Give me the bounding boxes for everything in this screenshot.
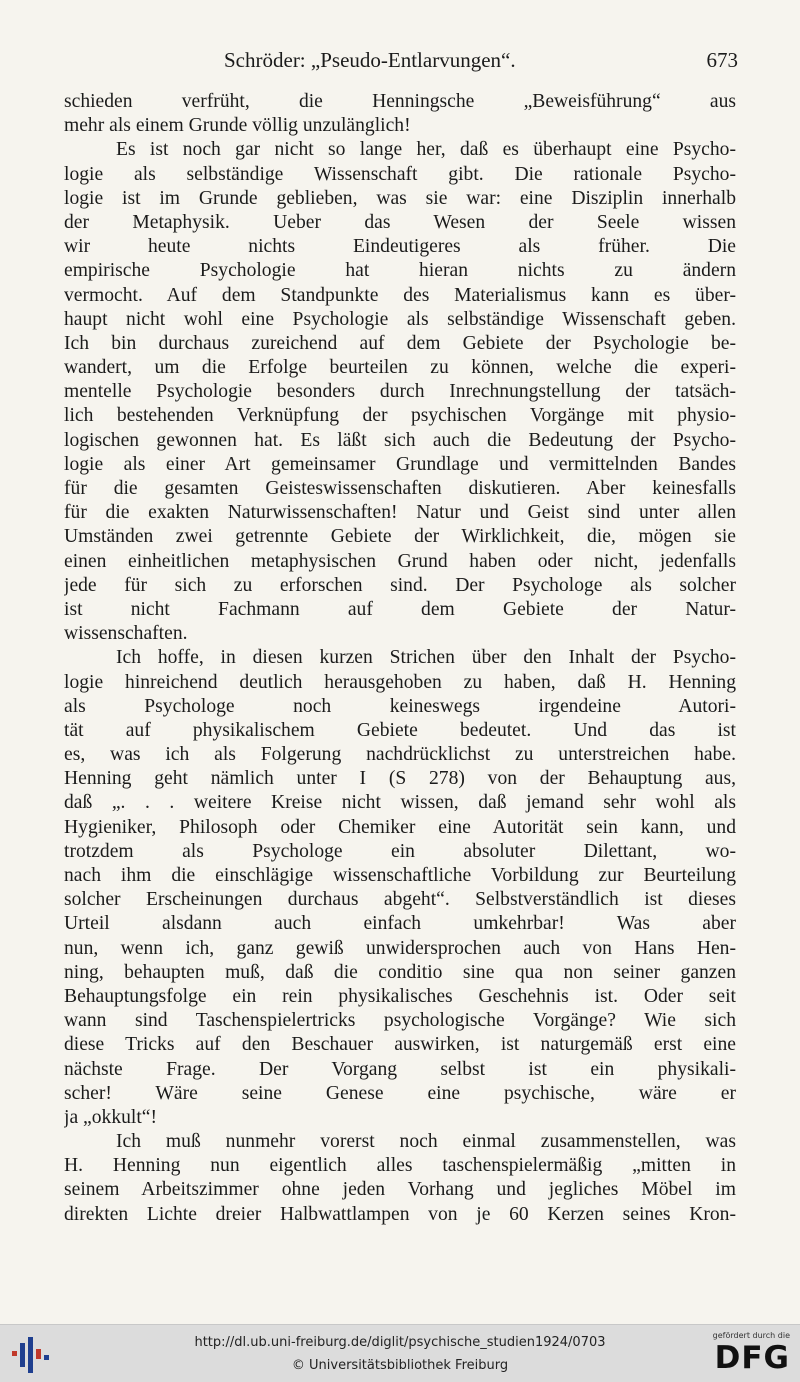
dfg-caption: gefördert durch die bbox=[712, 1331, 790, 1340]
running-header bbox=[64, 48, 740, 78]
text-line: logie ist im Grunde geblieben, was sie war: eine Disziplin innerhalb bbox=[64, 187, 736, 209]
dfg-logo bbox=[706, 1331, 790, 1377]
text-line: Ich hoffe, in diesen kurzen Strichen über den Inhalt der Psycho- bbox=[116, 647, 736, 669]
text-line: jede für sich zu erforschen sind. Der Psychologe als solcher bbox=[64, 574, 736, 596]
viewer-footer bbox=[0, 1324, 800, 1382]
text-line: scher! Wäre seine Genese eine psychische, wäre er bbox=[64, 1082, 736, 1104]
dfg-mark: DFG bbox=[714, 1340, 790, 1376]
text-line: haupt nicht wohl eine Psychologie als selbständige Wissenschaft geben. bbox=[64, 308, 736, 330]
text-line: Henning geht nämlich unter I (S 278) von der Behauptung aus, bbox=[64, 768, 736, 790]
text-line: wann sind Taschenspielertricks psychologische Vorgänge? Wie sich bbox=[64, 1010, 736, 1032]
text-line: schieden verfrüht, die Henningsche „Beweisführung“ aus bbox=[64, 91, 736, 112]
text-line: Ich bin durchaus zureichend auf dem Gebiete der Psychologie be- bbox=[64, 332, 736, 354]
text-line: nun, wenn ich, ganz gewiß unwidersprochen auch von Hans Hen- bbox=[64, 937, 736, 959]
text-line: daß „. . . weitere Kreise nicht wissen, daß jemand sehr wohl als bbox=[64, 792, 736, 814]
text-line: mentelle Psychologie besonders durch Inrechnungstellung der tatsäch- bbox=[64, 381, 736, 403]
text-line: wissenschaften. bbox=[64, 623, 188, 645]
running-title: Schröder: „Pseudo-Entlarvungen“. bbox=[224, 48, 516, 72]
text-line: H. Henning nun eigentlich alles taschenspielermäßig „mitten in bbox=[64, 1155, 736, 1177]
text-line: lich bestehenden Verknüpfung der psychischen Vorgänge mit physio- bbox=[64, 405, 736, 427]
text-line: seinem Arbeitszimmer ohne jeden Vorhang und jegliches Möbel im bbox=[64, 1179, 736, 1201]
text-line: Umständen zwei getrennte Gebiete der Wirklichkeit, die, mögen sie bbox=[64, 526, 736, 548]
text-line: diese Tricks auf den Beschauer auswirken, ist naturgemäß erst eine bbox=[64, 1034, 736, 1056]
text-line: trotzdem als Psychologe ein absoluter Dilettant, wo- bbox=[64, 840, 736, 862]
text-line: es, was ich als Folgerung nachdrücklichst zu unterstreichen habe. bbox=[64, 744, 736, 766]
text-line: tät auf physikalischem Gebiete bedeutet. Und das ist bbox=[64, 719, 736, 741]
text-line: nach ihm die einschlägige wissenschaftliche Vorbildung zur Beurteilung bbox=[64, 865, 736, 886]
text-line: mehr als einem Grunde völlig unzulänglich! bbox=[64, 115, 411, 137]
text-line: empirische Psychologie hat hieran nichts zu ändern bbox=[64, 260, 736, 282]
text-line: direkten Lichte dreier Halbwattlampen von je 60 Kerzen seines Kron- bbox=[64, 1203, 736, 1225]
text-line: ist nicht Fachmann auf dem Gebiete der Natur- bbox=[64, 598, 736, 620]
text-line: der Metaphysik. Ueber das Wesen der Seele wissen bbox=[64, 211, 736, 233]
text-line: vermocht. Auf dem Standpunkte des Materialismus kann es über- bbox=[64, 284, 736, 306]
text-line: logie als einer Art gemeinsamer Grundlage und vermittelnden Bandes bbox=[64, 453, 736, 475]
text-line: für die exakten Naturwissenschaften! Natur und Geist sind unter allen bbox=[64, 502, 736, 524]
text-line: logie hinreichend deutlich herausgehoben zu haben, daß H. Henning bbox=[64, 671, 736, 693]
text-line: Urteil alsdann auch einfach umkehrbar! Was aber bbox=[64, 913, 736, 935]
page-number: 673 bbox=[706, 48, 738, 72]
copyright-notice: © Universitätsbibliothek Freiburg bbox=[291, 1358, 509, 1373]
text-line: für die gesamten Geisteswissenschaften diskutieren. Aber keinesfalls bbox=[64, 478, 736, 499]
text-line: Ich muß nunmehr vorerst noch einmal zusammenstellen, was bbox=[116, 1131, 736, 1153]
text-line: ning, behaupten muß, daß die conditio sine qua non seiner ganzen bbox=[64, 961, 736, 983]
text-line: Behauptungsfolge ein rein physikalisches Geschehnis ist. Oder seit bbox=[64, 985, 736, 1007]
text-line: ja „okkult“! bbox=[64, 1106, 158, 1128]
text-line: wandert, um die Erfolge beurteilen zu können, welche die experi- bbox=[64, 357, 736, 379]
text-line: solcher Erscheinungen durchaus abgeht“. Selbstverständlich ist dieses bbox=[64, 889, 736, 911]
text-line: einen einheitlichen metaphysischen Grund haben oder nicht, jedenfalls bbox=[64, 550, 736, 572]
body-text bbox=[64, 90, 736, 1227]
text-line: als Psychologe noch keineswegs irgendeine Autori- bbox=[64, 695, 736, 717]
text-line: logischen gewonnen hat. Es läßt sich auch die Bedeutung der Psycho- bbox=[64, 429, 736, 451]
text-line: Hygieniker, Philosoph oder Chemiker eine Autorität sein kann, und bbox=[64, 816, 736, 838]
permalink[interactable]: http://dl.ub.uni-freiburg.de/diglit/psychische_studien1924/0703 bbox=[194, 1335, 606, 1350]
text-line: nächste Frage. Der Vorgang selbst ist ein physikali- bbox=[64, 1058, 736, 1080]
text-line: wir heute nichts Eindeutigeres als früher. Die bbox=[64, 236, 736, 258]
text-line: logie als selbständige Wissenschaft gibt. Die rationale Psycho- bbox=[64, 163, 736, 185]
text-line: Es ist noch gar nicht so lange her, daß es überhaupt eine Psycho- bbox=[116, 139, 736, 161]
